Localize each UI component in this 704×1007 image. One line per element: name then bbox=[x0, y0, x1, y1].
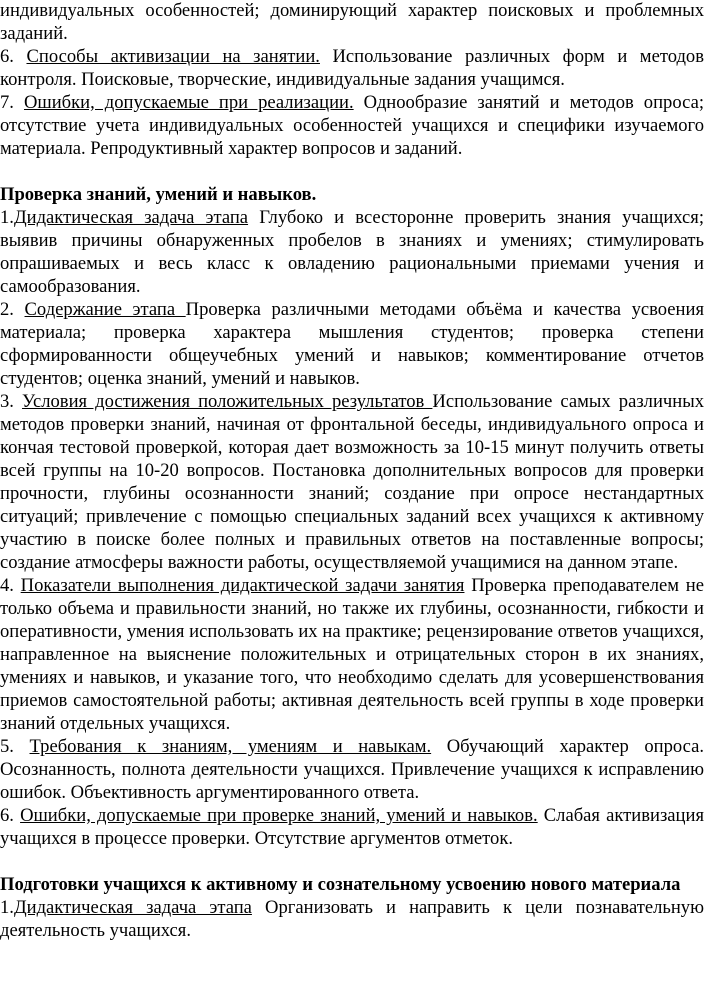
paragraph-b-item-5 bbox=[0, 735, 704, 804]
item-text: Глубоко и всесторонне проверить знания учащихся; выявив причины обнаруженных пробелов в знаниях и умениях; стимулировать опрашиваемых и весь класс к овладению рациональными приемами учения и самообразования. bbox=[0, 207, 704, 297]
item-label: Способы активизации на занятии. bbox=[26, 46, 320, 67]
item-label: Содержание этапа bbox=[24, 299, 186, 320]
paragraph-b-item-4 bbox=[0, 574, 704, 735]
blank-line bbox=[0, 160, 704, 183]
item-text: Организовать и направить к цели познавательную деятельность учащихся. bbox=[0, 897, 704, 941]
section-heading-preparation: Подготовки учащихся к активному и сознательному усвоению нового материала bbox=[0, 874, 681, 895]
item-number: 4. bbox=[0, 575, 21, 596]
item-number: 5. bbox=[0, 736, 30, 757]
section-heading-knowledge-check: Проверка знаний, умений и навыков. bbox=[0, 184, 317, 205]
item-text: Проверка преподавателем не только объема и правильности знаний, но также их глубины, осознанности, гибкости и оперативности, умения использовать их на практике; рецензирование ответов учащихся, направленное на выяснение положительных и отрицательных сторон в их знаниях, умениях и навыков, и указание того, что необходимо сделать для усовершенствования приемов самостоятельной работы; активная деятельность всей группы в ходе проверки знаний отдельных учащихся. bbox=[0, 575, 704, 734]
paragraph-b-item-1 bbox=[0, 206, 704, 298]
item-number: 3. bbox=[0, 391, 23, 412]
paragraph-a-item-7 bbox=[0, 91, 704, 160]
item-text: Обучающий характер опроса. Осознанность, полнота деятельности учащихся. Привлечение учащихся к исправлению ошибок. Объективность аргументированного ответа. bbox=[0, 736, 704, 803]
item-text: Использование самых различных методов проверки знаний, начиная от фронтальной беседы, индивидуального опроса и кончая тестовой проверкой, которая дает возможность за 10-15 минут получить ответы всей группы на 10-20 вопросов. Постановка дополнительных вопросов для проверки прочности, глубины осознанности знаний; создание при опросе нестандартных ситуаций; привлечение с помощью специальных заданий всех учащихся к активному участию в поиске более полных и правильных ответов на поставленные вопросы; создание атмосферы важности работы, осуществляемой учащимися на данном этапе. bbox=[0, 391, 704, 573]
item-number: 6. bbox=[0, 805, 21, 826]
item-number: 2. bbox=[0, 299, 25, 320]
item-label: Ошибки, допускаемые при реализации. bbox=[23, 92, 354, 113]
item-text: Проверка различными методами объёма и качества усвоения материала; проверка характера мышления студентов; проверка степени сформированности общеучебных умений и навыков; комментирование отчетов студентов; оценка знаний, умений и навыков. bbox=[0, 299, 704, 389]
item-number: 1. bbox=[0, 897, 14, 918]
item-label: Дидактическая задача этапа bbox=[13, 897, 252, 918]
item-label: Условия достижения положительных результатов bbox=[22, 391, 433, 412]
paragraph-b-item-2 bbox=[0, 298, 704, 390]
item-text: Слабая активизация учащихся в процессе проверки. Отсутствие аргументов отметок. bbox=[0, 805, 704, 849]
item-text: Однообразие занятий и методов опроса; отсутствие учета индивидуальных особенностей учащихся и специфики изучаемого материала. Репродуктивный характер вопросов и заданий. bbox=[0, 92, 704, 159]
item-text: Использование различных форм и методов контроля. Поисковые, творческие, индивидуальные задания учащимся. bbox=[0, 46, 704, 90]
item-number: 6. bbox=[0, 46, 27, 67]
paragraph-b-item-6 bbox=[0, 804, 704, 850]
item-number: 7. bbox=[0, 92, 24, 113]
blank-line bbox=[0, 850, 704, 873]
item-label: Ошибки, допускаемые при проверке знаний, умений и навыков. bbox=[20, 805, 538, 826]
item-label: Показатели выполнения дидактической задачи занятия bbox=[20, 575, 465, 596]
paragraph-a-item-6 bbox=[0, 45, 704, 91]
paragraph-b-item-3 bbox=[0, 390, 704, 574]
item-number: 1. bbox=[0, 207, 14, 228]
paragraph-continuation: индивидуальных особенностей; доминирующий характер поисковых и проблемных заданий. bbox=[0, 0, 704, 44]
item-label: Дидактическая задача этапа bbox=[13, 207, 249, 228]
paragraph-c-item-1 bbox=[0, 896, 704, 942]
item-label: Требования к знаниям, умениям и навыкам. bbox=[29, 736, 432, 757]
